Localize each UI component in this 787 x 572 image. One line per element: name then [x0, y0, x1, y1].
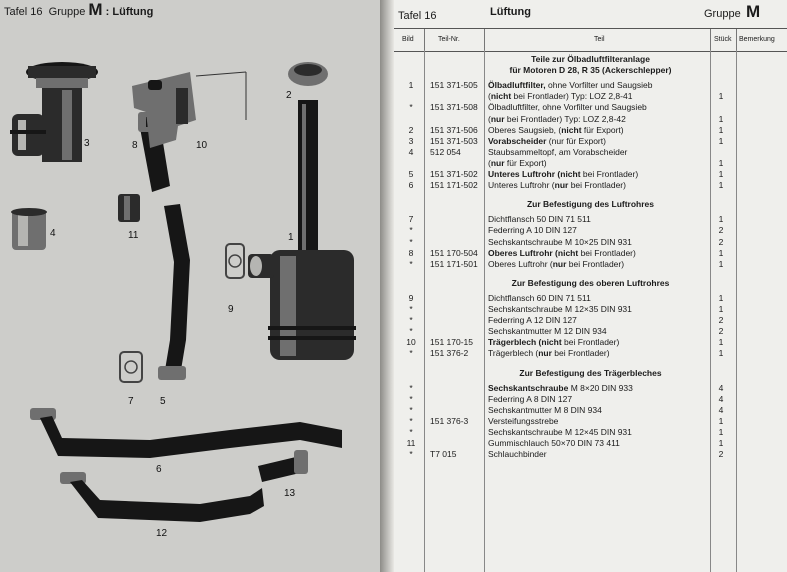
row-stueck: 1 — [718, 292, 724, 303]
row-desc-post: bei Frontlader) — [566, 258, 625, 269]
part-4-staubsammeltopf-drawing — [11, 208, 47, 250]
row-desc-bold: nur — [538, 348, 552, 359]
row-description — [488, 214, 591, 225]
row-description — [488, 147, 627, 158]
row-stueck: 1 — [718, 247, 724, 258]
row-description — [488, 225, 577, 236]
row-desc-pre: Sechskantschraube M 12×35 DIN 931 — [488, 304, 632, 314]
parts-row — [394, 337, 787, 348]
row-description — [488, 326, 607, 337]
row-description — [488, 237, 632, 248]
row-stueck: 2 — [718, 449, 724, 460]
figure-label-10: 10 — [196, 140, 208, 151]
row-desc-pre: Oberes Luftrohr ( — [488, 258, 553, 269]
figure-label-13: 13 — [284, 488, 296, 499]
row-bild: 8 — [408, 247, 414, 258]
row-teil-nr: 151 170-504 — [430, 247, 478, 258]
row-desc-bold: nur — [554, 180, 569, 191]
row-stueck: 1 — [718, 91, 724, 102]
row-desc-pre: Gummischlauch 50×70 DIN 73 411 — [488, 438, 620, 449]
row-description — [488, 158, 547, 169]
row-desc-pre: ( — [488, 91, 491, 102]
row-desc-post: (nur für Export) — [546, 135, 606, 146]
row-stueck: 1 — [718, 124, 724, 135]
row-stueck: 1 — [718, 438, 724, 449]
right-page-header — [394, 4, 787, 26]
row-description — [488, 405, 602, 416]
parts-diagram — [0, 0, 380, 572]
row-teil-nr: 151 170-15 — [430, 337, 474, 348]
row-desc-post: bei Frontlader) — [580, 169, 639, 179]
row-bild: * — [409, 415, 413, 426]
row-teil-nr: 151 371-502 — [430, 169, 478, 179]
figure-label-11: 11 — [128, 230, 139, 241]
row-description — [488, 438, 620, 449]
row-description — [488, 337, 619, 348]
row-desc-bold: Vorabscheider — [488, 135, 547, 146]
parts-row — [394, 91, 787, 102]
row-description — [488, 383, 633, 394]
row-teil-nr: 151 376-2 — [430, 348, 469, 359]
parts-row — [394, 180, 787, 191]
row-stueck: 2 — [718, 326, 724, 337]
row-desc-bold: Ölbadluftfilter, — [488, 80, 546, 91]
row-desc-pre: Dichtflansch 50 DIN 71 511 — [488, 214, 591, 225]
row-description — [488, 180, 626, 191]
row-bild: 9 — [408, 292, 414, 303]
row-teil-nr: 151 376-3 — [430, 415, 469, 426]
parts-row — [394, 259, 787, 270]
part-10-traegerblech-drawing — [132, 72, 246, 148]
row-desc-bold: Unteres Luftrohr (nicht — [488, 169, 581, 179]
row-bild: * — [409, 393, 413, 404]
row-stueck: 4 — [718, 404, 724, 415]
row-desc-pre: Sechskantmutter M 12 DIN 934 — [488, 326, 607, 337]
row-desc-post: bei Frontlader) Typ: LOZ 2,8-41 — [511, 91, 633, 102]
part-13-kurzes-rohr-drawing — [258, 450, 308, 482]
row-bild: * — [409, 382, 413, 393]
parts-row — [394, 102, 787, 113]
parts-row — [394, 394, 787, 405]
left-gruppe-letter: M — [88, 0, 103, 19]
row-teil-nr: 151 371-506 — [430, 124, 478, 135]
row-desc-post: ohne Vorfilter und Saugsieb — [545, 80, 653, 91]
row-desc-pre: Federring A 10 DIN 127 — [488, 225, 577, 236]
figure-label-6: 6 — [156, 464, 162, 475]
row-description — [488, 169, 638, 180]
row-desc-pre: Oberes Saugsieb, ( — [488, 124, 562, 135]
left-gruppe: Gruppe — [48, 6, 86, 18]
row-bild: * — [409, 326, 413, 337]
row-stueck: 1 — [718, 135, 724, 146]
row-stueck: 1 — [718, 337, 724, 348]
row-desc-pre: Sechskantmutter M 8 DIN 934 — [488, 404, 602, 415]
row-bild: * — [409, 258, 413, 269]
col-teil: Teil — [594, 36, 605, 43]
row-desc-bold: nur — [490, 157, 505, 168]
row-desc-post: bei Frontlader) Typ: LOZ 2,8-42 — [504, 113, 626, 124]
row-description — [488, 114, 626, 125]
row-desc-pre: ( — [488, 113, 491, 124]
parts-row — [394, 449, 787, 460]
row-desc-pre: Unteres Luftrohr ( — [488, 180, 555, 191]
section-subtitle: für Motoren D 28, R 35 (Ackerschlepper) — [509, 65, 672, 76]
parts-row — [394, 169, 787, 180]
part-9-dichtflansch-drawing — [226, 244, 244, 278]
figure-label-1: 1 — [288, 232, 294, 243]
figure-label-3: 3 — [84, 138, 90, 149]
figure-label-2: 2 — [286, 90, 292, 101]
row-description — [488, 348, 610, 359]
row-desc-pre: Versteifungsstrebe — [488, 415, 559, 426]
part-1-oelbadluftfilter-drawing — [248, 100, 356, 360]
book-gutter — [380, 0, 394, 572]
parts-row — [394, 225, 787, 236]
row-desc-post: bei Frontlader) — [551, 348, 610, 359]
row-desc-post: für Export) — [581, 124, 624, 135]
row-desc-pre: Sechskantschraube M 10×25 DIN 931 — [488, 236, 632, 247]
row-stueck: 4 — [718, 382, 724, 393]
row-description — [488, 259, 624, 270]
parts-row — [394, 114, 787, 125]
row-teil-nr: 151 171-502 — [430, 180, 478, 191]
row-desc-pre: Ölbadluftfilter, ohne Vorfilter und Saugsieb — [488, 102, 647, 113]
parts-row — [394, 136, 787, 147]
row-stueck: 2 — [718, 315, 724, 326]
row-desc-pre: Staubsammeltopf, am Vorabscheider — [488, 146, 628, 157]
row-description — [488, 125, 624, 136]
parts-row — [394, 438, 787, 449]
row-bild: * — [409, 348, 413, 359]
table-column-header — [394, 28, 787, 52]
row-desc-bold: nicht — [561, 124, 582, 135]
row-bild: 4 — [408, 146, 414, 157]
row-bild: * — [409, 427, 413, 437]
row-desc-pre: Sechskantschraube M 12×45 DIN 931 — [488, 427, 632, 437]
row-teil-nr: T7 015 — [430, 449, 457, 460]
row-bild: 5 — [408, 169, 414, 179]
row-stueck: 2 — [718, 225, 724, 236]
part-7-dichtflansch-drawing — [120, 352, 142, 382]
row-stueck: 1 — [718, 304, 724, 314]
row-desc-pre: ( — [488, 157, 491, 168]
row-stueck: 1 — [718, 258, 724, 269]
row-teil-nr: 512 054 — [430, 146, 461, 157]
row-desc-pre: Federring A 12 DIN 127 — [488, 315, 577, 326]
row-desc-bold: Sechskantschraube — [488, 382, 569, 393]
row-bild: * — [409, 304, 413, 314]
row-description — [488, 394, 572, 405]
row-teil-nr: 151 371-508 — [430, 102, 478, 113]
part-11-gummischlauch-drawing — [118, 194, 140, 222]
row-desc-post: bei Frontlader) — [561, 337, 620, 348]
right-tafel: Tafel 16 — [398, 10, 437, 22]
row-bild: * — [409, 102, 413, 113]
row-stueck: 1 — [718, 180, 724, 191]
row-bild: 7 — [408, 214, 414, 225]
col-teil-nr: Teil-Nr. — [438, 36, 460, 43]
row-desc-bold: nur — [490, 113, 505, 124]
parts-row — [394, 158, 787, 169]
row-stueck: 4 — [718, 393, 724, 404]
row-bild: * — [409, 404, 413, 415]
parts-row — [394, 416, 787, 427]
figure-label-12: 12 — [156, 528, 168, 539]
row-desc-pre: Schlauchbinder — [488, 449, 547, 460]
row-desc-post: für Export) — [504, 157, 547, 168]
right-title: Lüftung — [490, 6, 531, 18]
figure-label-9: 9 — [228, 304, 234, 315]
row-description — [488, 449, 547, 460]
row-description — [488, 304, 632, 315]
parts-row — [394, 147, 787, 158]
parts-row — [394, 293, 787, 304]
section-title: Zur Befestigung des Luftrohres — [526, 199, 655, 210]
row-description — [488, 136, 606, 147]
row-bild: 10 — [406, 337, 416, 348]
col-bild: Bild — [402, 36, 414, 43]
parts-row — [394, 427, 787, 438]
col-bemerkung: Bemerkung — [739, 36, 775, 43]
parts-row — [394, 248, 787, 259]
row-stueck: 1 — [718, 427, 724, 437]
parts-row — [394, 405, 787, 416]
left-tafel: Tafel 16 — [4, 6, 43, 18]
parts-row — [394, 125, 787, 136]
row-description — [488, 80, 652, 91]
row-description — [488, 315, 577, 326]
row-desc-bold: nur — [552, 258, 567, 269]
part-6-unteres-luftrohr-lang-drawing — [30, 408, 342, 458]
parts-row — [394, 383, 787, 394]
row-desc-bold: Oberes Luftrohr (nicht — [488, 247, 579, 258]
row-teil-nr: 151 171-501 — [430, 258, 478, 269]
parts-row — [394, 80, 787, 91]
row-bild: * — [409, 315, 413, 326]
figure-label-4: 4 — [50, 228, 56, 239]
row-stueck: 1 — [718, 157, 724, 168]
row-desc-post: bei Frontlader) — [568, 180, 626, 191]
row-stueck: 1 — [718, 415, 724, 426]
row-bild: 3 — [408, 135, 414, 146]
parts-row — [394, 348, 787, 359]
left-title: : Lüftung — [105, 6, 154, 18]
row-description — [488, 293, 591, 304]
figure-label-7: 7 — [128, 396, 134, 407]
row-description — [488, 91, 632, 102]
row-bild: * — [409, 449, 413, 460]
row-stueck: 1 — [718, 214, 724, 225]
row-desc-post: M 8×20 DIN 933 — [568, 382, 633, 393]
row-description — [488, 248, 636, 259]
section-title: Zur Befestigung des oberen Luftrohres — [511, 277, 670, 288]
row-description — [488, 427, 632, 438]
row-desc-post: bei Frontlader) — [578, 247, 636, 258]
section-title: Zur Befestigung des Trägerbleches — [519, 367, 662, 378]
row-bild: 11 — [406, 438, 416, 449]
parts-row — [394, 214, 787, 225]
row-bild: * — [409, 225, 413, 236]
row-description — [488, 102, 647, 113]
part-2-saugsieb-drawing — [288, 62, 328, 86]
parts-row — [394, 315, 787, 326]
row-stueck: 2 — [718, 236, 724, 247]
row-desc-pre: Trägerblech ( — [488, 348, 539, 359]
right-gruppe-letter: M — [746, 2, 761, 21]
row-stueck: 1 — [718, 348, 724, 359]
figure-label-8: 8 — [132, 140, 138, 151]
section-title: Teile zur Ölbadluftfilteranlage — [531, 54, 650, 64]
part-5-unteres-luftrohr-drawing — [158, 204, 190, 380]
row-teil-nr: 151 371-505 — [430, 80, 478, 91]
part-12-rohr-drawing — [60, 472, 264, 522]
parts-list-page — [394, 0, 787, 572]
row-bild: 6 — [408, 180, 414, 191]
row-bild: 2 — [408, 124, 414, 135]
row-bild: * — [409, 236, 413, 247]
row-bild: 1 — [408, 80, 414, 91]
row-stueck: 1 — [718, 113, 724, 124]
illustration-page — [0, 0, 380, 572]
row-desc-bold: Trägerblech (nicht — [488, 337, 562, 348]
row-description — [488, 416, 558, 427]
row-desc-pre: Federring A 8 DIN 127 — [488, 393, 573, 404]
row-stueck: 1 — [718, 169, 724, 179]
col-stueck: Stück — [714, 36, 732, 43]
figure-label-5: 5 — [160, 396, 166, 407]
row-teil-nr: 151 371-503 — [430, 135, 478, 146]
right-gruppe: Gruppe — [704, 8, 741, 20]
row-desc-pre: Dichtflansch 60 DIN 71 511 — [488, 292, 591, 303]
parts-row — [394, 304, 787, 315]
parts-row — [394, 326, 787, 337]
parts-row — [394, 237, 787, 248]
row-desc-bold: nicht — [490, 91, 512, 102]
